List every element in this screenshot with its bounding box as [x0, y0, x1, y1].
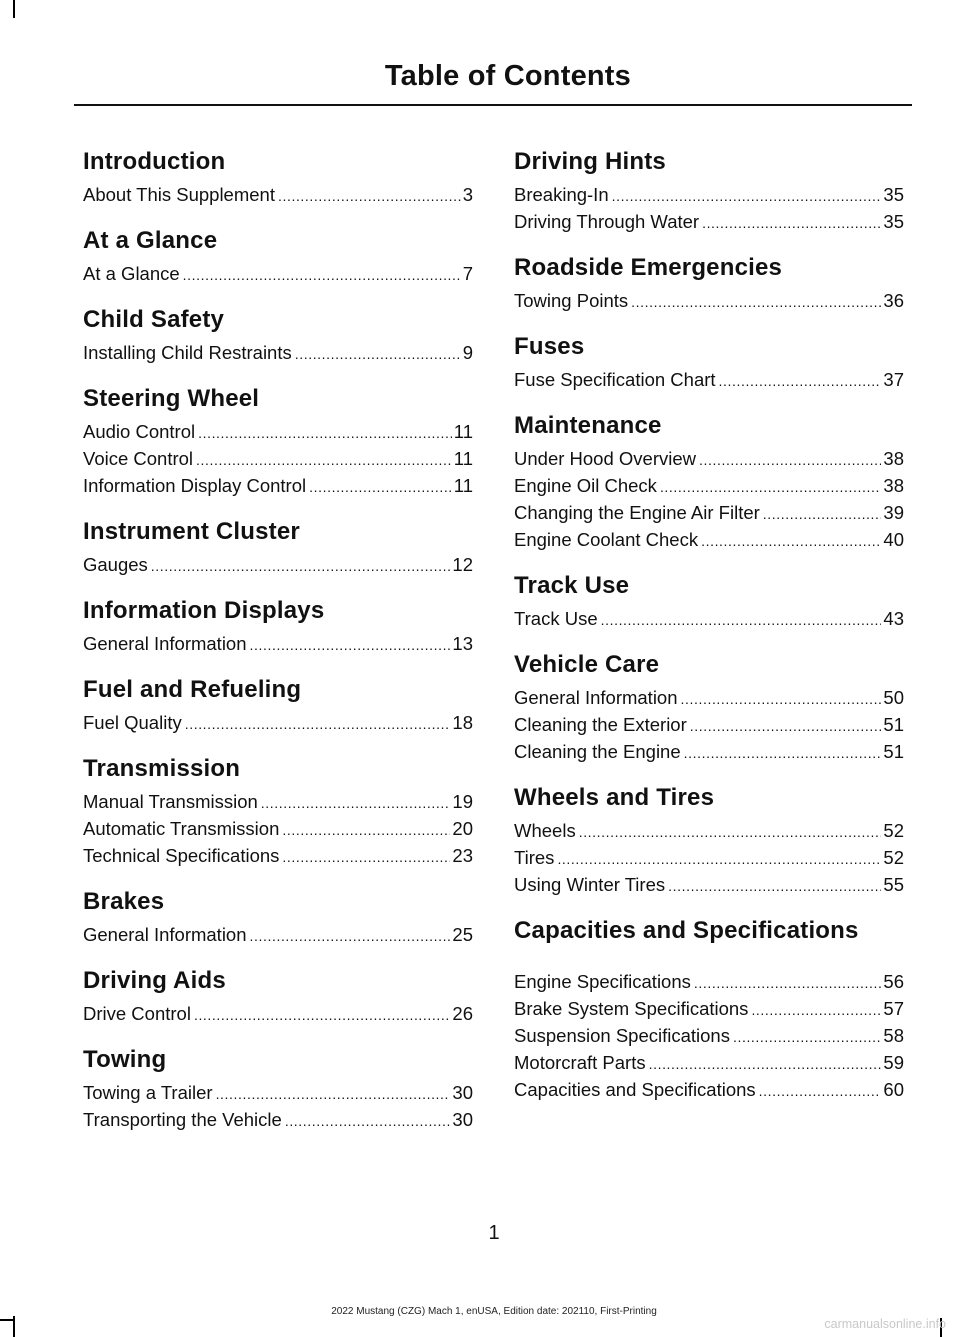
- toc-entry[interactable]: [514, 996, 904, 1023]
- toc-right-column: [514, 147, 904, 1121]
- dot-leader: [702, 209, 881, 236]
- section-title[interactable]: Steering Wheel: [83, 385, 260, 412]
- toc-section: [514, 147, 904, 236]
- toc-left-column: [83, 147, 473, 1151]
- entry-label: Towing Points: [514, 290, 629, 311]
- crop-mark-bottom-left-horizontal: [0, 1319, 14, 1321]
- toc-entry[interactable]: [83, 816, 473, 843]
- footer-edition-info: 2022 Mustang (CZG) Mach 1, enUSA, Edition date: 202110, First-Printing: [331, 1306, 657, 1317]
- entry-label: Cleaning the Engine: [514, 741, 681, 762]
- entry-label: Fuel Quality: [83, 712, 182, 733]
- dot-leader: [198, 419, 452, 446]
- entry-page-number: 19: [452, 791, 473, 812]
- entry-page-number: 59: [883, 1052, 904, 1073]
- toc-entry[interactable]: [514, 739, 904, 766]
- toc-section: [514, 783, 904, 899]
- dot-leader: [684, 739, 882, 766]
- toc-entry[interactable]: [83, 419, 473, 446]
- toc-section: [83, 384, 473, 500]
- entry-page-number: 56: [883, 971, 904, 992]
- entry-page-number: 35: [883, 184, 904, 205]
- toc-entry[interactable]: [514, 712, 904, 739]
- section-title[interactable]: Driving Hints: [514, 148, 666, 175]
- toc-entry[interactable]: [83, 446, 473, 473]
- section-title[interactable]: Driving Aids: [83, 967, 226, 994]
- entry-label: Automatic Transmission: [83, 818, 280, 839]
- toc-entry[interactable]: [514, 1077, 904, 1104]
- entry-label: Gauges: [83, 554, 148, 575]
- dot-leader: [196, 446, 452, 473]
- dot-leader: [579, 818, 882, 845]
- dot-leader: [285, 1107, 451, 1134]
- toc-entry[interactable]: [514, 288, 904, 315]
- dot-leader: [719, 367, 882, 394]
- entry-label: Suspension Specifications: [514, 1025, 730, 1046]
- entry-page-number: 51: [883, 714, 904, 735]
- entry-page-number: 60: [883, 1079, 904, 1100]
- section-title[interactable]: Transmission: [83, 755, 241, 782]
- dot-leader: [151, 552, 451, 579]
- toc-entry[interactable]: [514, 367, 904, 394]
- watermark: carmanualsonline.info: [824, 1317, 946, 1331]
- toc-entry[interactable]: [83, 789, 473, 816]
- toc-section: [83, 1045, 473, 1134]
- dot-leader: [751, 996, 881, 1023]
- entry-page-number: 30: [452, 1109, 473, 1130]
- entry-label: Capacities and Specifications: [514, 1079, 756, 1100]
- toc-entry[interactable]: [514, 872, 904, 899]
- entry-label: Brake System Specifications: [514, 998, 749, 1019]
- toc-entry[interactable]: [514, 446, 904, 473]
- entry-label: Cleaning the Exterior: [514, 714, 687, 735]
- entry-label: Voice Control: [83, 448, 194, 469]
- entry-label: Tires: [514, 847, 555, 868]
- dot-leader: [250, 922, 451, 949]
- page-title: Table of Contents: [384, 60, 631, 92]
- entry-page-number: 58: [883, 1025, 904, 1046]
- toc-entry[interactable]: [514, 845, 904, 872]
- entry-page-number: 18: [452, 712, 473, 733]
- entry-label: General Information: [83, 924, 247, 945]
- entry-label: Information Display Control: [83, 475, 307, 496]
- entry-page-number: 40: [883, 529, 904, 550]
- toc-entry[interactable]: [514, 1050, 904, 1077]
- entry-label: Drive Control: [83, 1003, 191, 1024]
- dot-leader: [660, 473, 881, 500]
- toc-entry[interactable]: [514, 209, 904, 236]
- toc-section: [514, 411, 904, 554]
- section-title[interactable]: Child Safety: [83, 306, 225, 333]
- entry-label: About This Supplement: [83, 184, 275, 205]
- toc-entry[interactable]: [83, 340, 473, 367]
- entry-label: General Information: [514, 687, 678, 708]
- toc-entry[interactable]: [83, 1001, 473, 1028]
- toc-section: [83, 887, 473, 949]
- toc-entry[interactable]: [83, 473, 473, 500]
- entry-label: Fuse Specification Chart: [514, 369, 716, 390]
- section-title[interactable]: Vehicle Care: [514, 651, 660, 678]
- dot-leader: [681, 685, 882, 712]
- entry-page-number: 30: [452, 1082, 473, 1103]
- section-title[interactable]: Towing: [83, 1046, 167, 1073]
- dot-leader: [631, 288, 881, 315]
- entry-label: Using Winter Tires: [514, 874, 666, 895]
- entry-page-number: 3: [462, 184, 473, 205]
- dot-leader: [183, 261, 461, 288]
- entry-page-number: 50: [883, 687, 904, 708]
- page-number: 1: [488, 1222, 500, 1244]
- toc-section: [514, 253, 904, 315]
- entry-page-number: 23: [452, 845, 473, 866]
- dot-leader: [295, 340, 461, 367]
- toc-section: [83, 226, 473, 288]
- entry-page-number: 9: [462, 342, 473, 363]
- section-title[interactable]: At a Glance: [83, 227, 218, 254]
- toc-section: [514, 571, 904, 633]
- toc-section: [83, 596, 473, 658]
- dot-leader: [701, 527, 881, 554]
- entry-label: General Information: [83, 633, 247, 654]
- entry-page-number: 7: [462, 263, 473, 284]
- toc-section: [514, 916, 904, 1104]
- dot-leader: [668, 872, 881, 899]
- entry-label: Under Hood Overview: [514, 448, 696, 469]
- section-title[interactable]: Fuses: [514, 333, 585, 360]
- entry-label: Installing Child Restraints: [83, 342, 292, 363]
- toc-entry[interactable]: [83, 261, 473, 288]
- toc-entry[interactable]: [514, 685, 904, 712]
- dot-leader: [759, 1077, 882, 1104]
- entry-label: Breaking-In: [514, 184, 609, 205]
- dot-leader: [194, 1001, 450, 1028]
- toc-entry[interactable]: [83, 1107, 473, 1134]
- entry-page-number: 26: [452, 1003, 473, 1024]
- dot-leader: [261, 789, 451, 816]
- toc-entry[interactable]: [514, 182, 904, 209]
- entry-page-number: 39: [883, 502, 904, 523]
- dot-leader: [690, 712, 882, 739]
- entry-page-number: 38: [883, 475, 904, 496]
- dot-leader: [250, 631, 451, 658]
- dot-leader: [612, 182, 882, 209]
- entry-label: At a Glance: [83, 263, 180, 284]
- entry-page-number: 13: [452, 633, 473, 654]
- entry-page-number: 12: [452, 554, 473, 575]
- section-title[interactable]: Information Displays: [83, 597, 325, 624]
- section-title[interactable]: Instrument Cluster: [83, 518, 300, 545]
- dot-leader: [694, 969, 882, 996]
- dot-leader: [763, 500, 882, 527]
- section-title[interactable]: Maintenance: [514, 412, 662, 439]
- dot-leader: [733, 1023, 881, 1050]
- entry-label: Transporting the Vehicle: [83, 1109, 282, 1130]
- entry-page-number: 43: [883, 608, 904, 629]
- title-divider: [74, 104, 912, 106]
- crop-mark-top-left: [13, 0, 15, 18]
- entry-label: Engine Oil Check: [514, 475, 657, 496]
- dot-leader: [282, 816, 450, 843]
- section-title[interactable]: Roadside Emergencies: [514, 254, 783, 281]
- toc-entry[interactable]: [514, 473, 904, 500]
- dot-leader: [278, 182, 461, 209]
- dot-leader: [309, 473, 452, 500]
- entry-label: Engine Specifications: [514, 971, 691, 992]
- toc-entry[interactable]: [83, 552, 473, 579]
- entry-page-number: 57: [883, 998, 904, 1019]
- dot-leader: [557, 845, 881, 872]
- entry-page-number: 51: [883, 741, 904, 762]
- entry-label: Changing the Engine Air Filter: [514, 502, 760, 523]
- section-title[interactable]: Fuel and Refueling: [83, 676, 302, 703]
- entry-label: Audio Control: [83, 421, 196, 442]
- toc-entry[interactable]: [514, 500, 904, 527]
- entry-label: Motorcraft Parts: [514, 1052, 646, 1073]
- toc-entry[interactable]: [83, 631, 473, 658]
- toc-entry[interactable]: [83, 182, 473, 209]
- toc-entry[interactable]: [83, 1080, 473, 1107]
- dot-leader: [185, 710, 451, 737]
- toc-entry[interactable]: [83, 710, 473, 737]
- toc-entry[interactable]: [514, 1023, 904, 1050]
- entry-page-number: 11: [453, 475, 473, 496]
- section-title[interactable]: Introduction: [83, 148, 226, 175]
- entry-label: Towing a Trailer: [83, 1082, 213, 1103]
- toc-section: [83, 675, 473, 737]
- entry-label: Wheels: [514, 820, 576, 841]
- toc-entry[interactable]: [83, 843, 473, 870]
- entry-page-number: 11: [453, 421, 473, 442]
- entry-label: Driving Through Water: [514, 211, 700, 232]
- entry-page-number: 25: [452, 924, 473, 945]
- entry-page-number: 36: [883, 290, 904, 311]
- entry-page-number: 20: [452, 818, 473, 839]
- section-title[interactable]: Capacities and Specifications: [514, 917, 859, 944]
- toc-section: [83, 754, 473, 870]
- toc-entry[interactable]: [514, 606, 904, 633]
- dot-leader: [699, 446, 881, 473]
- section-title[interactable]: Track Use: [514, 572, 630, 599]
- entry-page-number: 52: [883, 847, 904, 868]
- section-title[interactable]: Wheels and Tires: [514, 784, 715, 811]
- entry-label: Track Use: [514, 608, 598, 629]
- entry-page-number: 37: [883, 369, 904, 390]
- toc-section: [83, 305, 473, 367]
- toc-section: [83, 966, 473, 1028]
- entry-label: Manual Transmission: [83, 791, 258, 812]
- toc-entry[interactable]: [514, 969, 904, 996]
- toc-section: [83, 147, 473, 209]
- dot-leader: [282, 843, 450, 870]
- entry-label: Engine Coolant Check: [514, 529, 699, 550]
- entry-page-number: 35: [883, 211, 904, 232]
- toc-section: [83, 517, 473, 579]
- toc-entry[interactable]: [514, 527, 904, 554]
- entry-page-number: 11: [453, 448, 473, 469]
- toc-section: [514, 332, 904, 394]
- dot-leader: [601, 606, 882, 633]
- toc-entry[interactable]: [83, 922, 473, 949]
- section-title[interactable]: Brakes: [83, 888, 165, 915]
- entry-page-number: 38: [883, 448, 904, 469]
- entry-page-number: 55: [883, 874, 904, 895]
- entry-page-number: 52: [883, 820, 904, 841]
- dot-leader: [649, 1050, 882, 1077]
- toc-section: [514, 650, 904, 766]
- toc-entry[interactable]: [514, 818, 904, 845]
- entry-label: Technical Specifications: [83, 845, 280, 866]
- dot-leader: [216, 1080, 451, 1107]
